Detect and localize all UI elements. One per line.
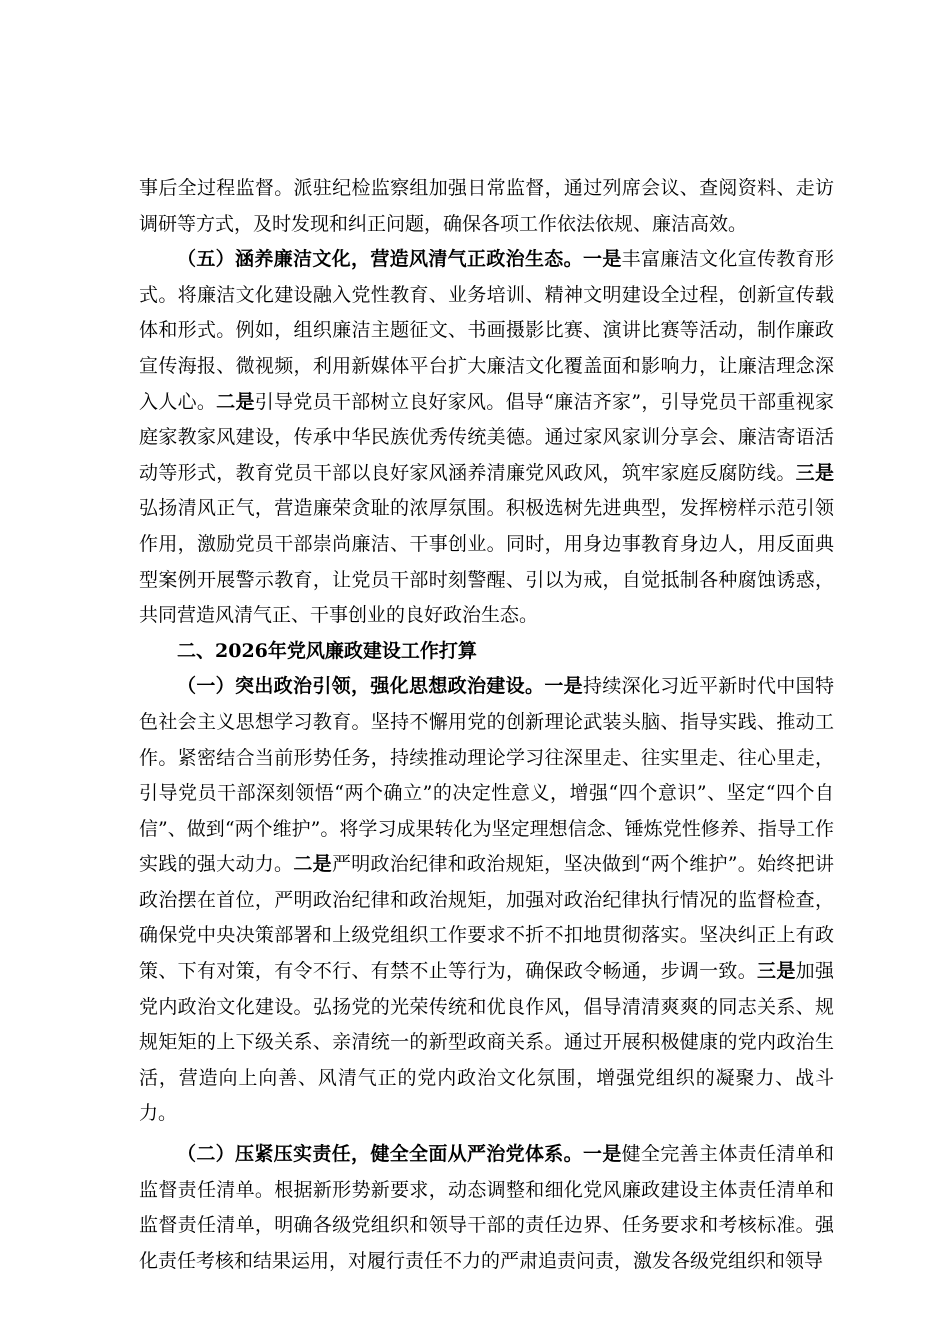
point-marker: 一是 — [582, 1143, 622, 1166]
paragraph-text: 事后全过程监督。派驻纪检监察组加强日常监督，通过列席会议、查阅资料、走访调研等方式，及时发现和纠正问题，确保各项工作依法依规、廉洁高效。 — [139, 177, 834, 235]
point-marker: 二是 — [216, 390, 255, 413]
paragraph-text: 严明政治纪律和政治规矩，坚决做到“两个维护”。始终把讲政治摆在首位，严明政治纪律和政治规矩，加强对政治纪律执行情况的监督检查，确保党中央决策部署和上级党组织工作要求不折不扣地贯彻落实。坚决纠正上有政策、下有对策，有令不行、有禁不止等行为，确保政令畅通，步调一致。 — [139, 853, 834, 983]
paragraph-text: 丰富廉洁文化宣传教育形式。将廉洁文化建设融入党性教育、业务培训、精神文明建设全过程，创新宣传载体和形式。例如，组织廉洁主题征文、书画摄影比赛、演讲比赛等活动，制作廉政宣传海报、微视频，利用新媒体平台扩大廉洁文化覆盖面和影响力，让廉洁理念深入人心。 — [139, 248, 834, 413]
paragraph-plan-1 — [139, 669, 834, 1132]
document-body — [139, 171, 834, 1279]
paragraph-continuation — [139, 171, 834, 242]
paragraph-text: 加强党内政治文化建设。弘扬党的光荣传统和优良作风，倡导清清爽爽的同志关系、规规矩矩的上下级关系、亲清统一的新型政商关系。通过开展积极健康的党内政治生活，营造向上向善、风清气正的党内政治文化氛围，增强党组织的凝聚力、战斗力。 — [139, 960, 834, 1125]
point-marker: 三是 — [795, 461, 834, 484]
section-title: （二）压紧压实责任，健全全面从严治党体系。 — [177, 1143, 583, 1166]
point-marker: 一是 — [582, 248, 622, 271]
paragraph-text: 持续深化习近平新时代中国特色社会主义思想学习教育。坚持不懈用党的创新理论武装头脑、指导实践、推动工作。紧密结合当前形势任务，持续推动理论学习往深里走、往实里走、往心里走，引导党员干部深刻领悟“两个确立”的决定性意义，增强“四个意识”、坚定“四个自信”、做到“两个维护”。将学习成果转化为坚定理想信念、锤炼党性修养、指导工作实践的强大动力。 — [139, 675, 834, 876]
paragraph-plan-2 — [139, 1137, 834, 1279]
paragraph-text: 健全完善主体责任清单和监督责任清单。根据新形势新要求，动态调整和细化党风廉政建设主体责任清单和监督责任清单，明确各级党组织和领导干部的责任边界、任务要求和考核标准。强化责任考核和结果运用，对履行责任不力的严肃追责问责，激发各级党组织和领导 — [139, 1143, 834, 1272]
paragraph-text: 引导党员干部树立良好家风。倡导“廉洁齐家”，引导党员干部重视家庭家教家风建设，传承中华民族优秀传统美德。通过家风家训分享会、廉洁寄语活动等形式，教育党员干部以良好家风涵养清廉党风政风，筑牢家庭反腐防线。 — [139, 390, 834, 484]
point-marker: 一是 — [544, 675, 583, 698]
point-marker: 三是 — [757, 960, 796, 983]
paragraph-text: 弘扬清风正气，营造廉荣贪耻的浓厚氛围。积极选树先进典型，发挥榜样示范引领作用，激励党员干部崇尚廉洁、干事创业。同时，用身边事教育身边人，用反面典型案例开展警示教育，让党员干部时刻警醒、引以为戒，自觉抵制各种腐蚀诱惑，共同营造风清气正、干事创业的良好政治生态。 — [139, 497, 834, 627]
section-title: （五）涵养廉洁文化，营造风清气正政治生态。 — [177, 248, 583, 271]
point-marker: 二是 — [293, 853, 332, 876]
section-heading-2026-plan: 二、2026年党风廉政建设工作打算 — [177, 639, 477, 662]
section-title: （一）突出政治引领，强化思想政治建设。 — [177, 675, 545, 698]
paragraph-section-5 — [139, 242, 834, 634]
